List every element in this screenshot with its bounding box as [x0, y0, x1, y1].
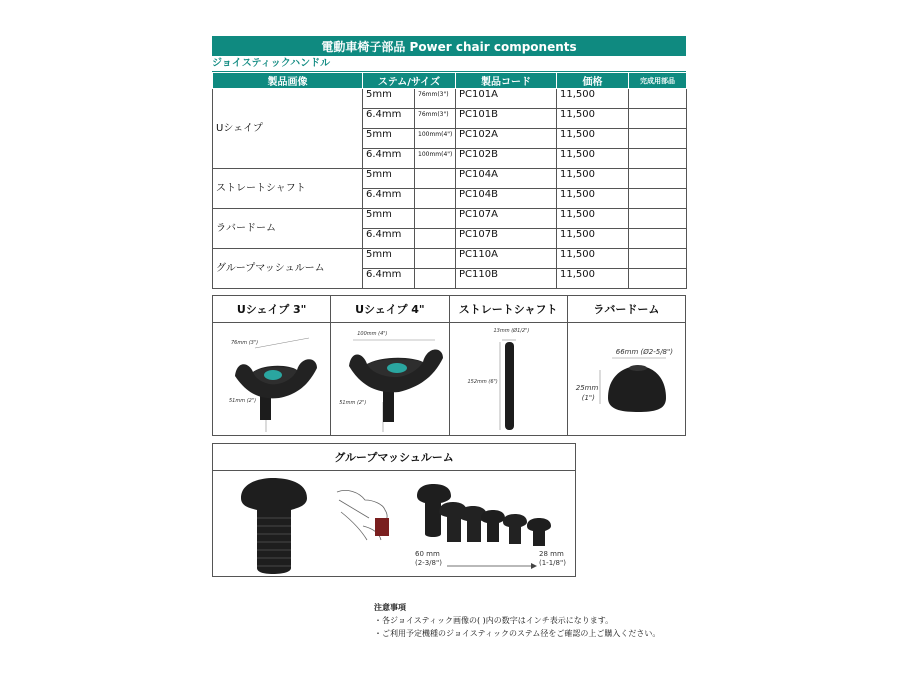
- parts-cell: [629, 269, 687, 289]
- price-cell: 11,500: [557, 229, 629, 249]
- product-name-straight-shaft: ストレートシャフト: [213, 169, 363, 209]
- stem-cell: 6.4mm: [363, 189, 415, 209]
- table-row: [213, 89, 687, 109]
- notes-line: ・ご利用予定機種のジョイスティックのステム径をご確認の上ご購入ください。: [374, 629, 661, 638]
- gallery-title: ラバードーム: [568, 296, 685, 323]
- price-cell: 11,500: [557, 149, 629, 169]
- u-shape-knob-image: [213, 322, 333, 436]
- notes-section: [374, 601, 660, 640]
- code-cell: PC107B: [456, 229, 557, 249]
- parts-cell: [629, 189, 687, 209]
- parts-cell: [629, 149, 687, 169]
- stem-cell: 6.4mm: [363, 229, 415, 249]
- gallery-u-shape-4: [331, 296, 449, 435]
- gallery-rubber-dome: [568, 296, 685, 435]
- stem-cell: 5mm: [363, 89, 415, 109]
- size-cell: 100mm(4"): [415, 149, 456, 169]
- notes-heading: 注意事項: [374, 603, 406, 612]
- gallery-title: ストレートシャフト: [450, 296, 567, 323]
- groove-mushroom-image: [213, 470, 575, 576]
- col-header-price: 価格: [557, 73, 629, 89]
- code-cell: PC102B: [456, 149, 557, 169]
- price-cell: 11,500: [557, 209, 629, 229]
- table-row: [213, 249, 687, 269]
- col-header-parts: 完成用部品: [629, 73, 687, 89]
- size-from: 60 mm: [415, 550, 440, 558]
- dimension-label: 13mm (Ø1/2"): [493, 328, 530, 334]
- product-gallery: [212, 295, 686, 436]
- price-cell: 11,500: [557, 89, 629, 109]
- table-header-row: [213, 73, 687, 89]
- size-cell: [415, 249, 456, 269]
- dimension-label: 51mm (2"): [339, 400, 367, 406]
- parts-cell: [629, 169, 687, 189]
- col-header-stem-size: ステム/サイズ: [363, 73, 456, 89]
- rubber-dome-image: [568, 322, 678, 436]
- groove-mushroom-panel: [212, 443, 576, 577]
- page-banner: [212, 36, 686, 56]
- dimension-label: (1"): [581, 394, 595, 402]
- product-name-u-shape: Uシェイプ: [213, 89, 363, 169]
- product-name-rubber-dome: ラバードーム: [213, 209, 363, 249]
- logo-icon: [264, 370, 282, 380]
- code-cell: PC104A: [456, 169, 557, 189]
- u-shape-knob-image: [331, 322, 451, 436]
- gallery-title: グループマッシュルーム: [213, 444, 575, 471]
- size-cell: [415, 209, 456, 229]
- table-row: [213, 209, 687, 229]
- notes-line: ・各ジョイスティック画像の( )内の数字はインチ表示になります。: [374, 616, 614, 625]
- col-header-image: 製品画像: [213, 73, 363, 89]
- code-cell: PC110A: [456, 249, 557, 269]
- dimension-label: 25mm: [575, 384, 599, 392]
- product-name-groove-mushroom: グループマッシュルーム: [213, 249, 363, 289]
- parts-cell: [629, 209, 687, 229]
- table-row: [213, 169, 687, 189]
- stem-cell: 6.4mm: [363, 149, 415, 169]
- stem-cell: 6.4mm: [363, 269, 415, 289]
- logo-icon: [387, 363, 407, 373]
- price-cell: 11,500: [557, 269, 629, 289]
- gallery-title: Uシェイプ 4": [331, 296, 448, 323]
- dimension-label: 100mm (4"): [357, 331, 388, 337]
- parts-cell: [629, 249, 687, 269]
- dimension-label: 51mm (2"): [229, 398, 257, 404]
- parts-cell: [629, 89, 687, 109]
- price-cell: 11,500: [557, 129, 629, 149]
- code-cell: PC104B: [456, 189, 557, 209]
- code-cell: PC101A: [456, 89, 557, 109]
- size-cell: 76mm(3"): [415, 89, 456, 109]
- size-to: 28 mm: [539, 550, 564, 558]
- parts-cell: [629, 229, 687, 249]
- size-cell: [415, 229, 456, 249]
- price-cell: 11,500: [557, 249, 629, 269]
- size-cell: [415, 189, 456, 209]
- dimension-label: 66mm (Ø2-5/8"): [615, 348, 673, 356]
- gallery-title: Uシェイプ 3": [213, 296, 330, 323]
- size-from-inch: (2-3/8"): [415, 559, 442, 567]
- spec-table: [212, 72, 687, 289]
- stem-cell: 5mm: [363, 129, 415, 149]
- code-cell: PC107A: [456, 209, 557, 229]
- straight-shaft-image: [450, 322, 570, 436]
- stem-cell: 5mm: [363, 249, 415, 269]
- parts-cell: [629, 109, 687, 129]
- size-cell: 100mm(4"): [415, 129, 456, 149]
- parts-cell: [629, 129, 687, 149]
- stem-cell: 5mm: [363, 169, 415, 189]
- dimension-label: 152mm (6"): [467, 379, 498, 385]
- price-cell: 11,500: [557, 189, 629, 209]
- arrow-icon: [531, 563, 537, 569]
- stem-cell: 5mm: [363, 209, 415, 229]
- stem-cell: 6.4mm: [363, 109, 415, 129]
- col-header-code: 製品コード: [456, 73, 557, 89]
- section-subtitle: ジョイスティックハンドル: [212, 57, 686, 72]
- size-cell: [415, 269, 456, 289]
- code-cell: PC102A: [456, 129, 557, 149]
- code-cell: PC101B: [456, 109, 557, 129]
- size-cell: 76mm(3"): [415, 109, 456, 129]
- price-cell: 11,500: [557, 169, 629, 189]
- gallery-u-shape-3: [213, 296, 331, 435]
- size-cell: [415, 169, 456, 189]
- price-cell: 11,500: [557, 109, 629, 129]
- size-to-inch: (1-1/8"): [539, 559, 566, 567]
- page-title: 電動車椅子部品 Power chair components: [321, 39, 577, 54]
- code-cell: PC110B: [456, 269, 557, 289]
- dimension-label: 76mm (3"): [231, 340, 259, 346]
- gallery-straight-shaft: [450, 296, 568, 435]
